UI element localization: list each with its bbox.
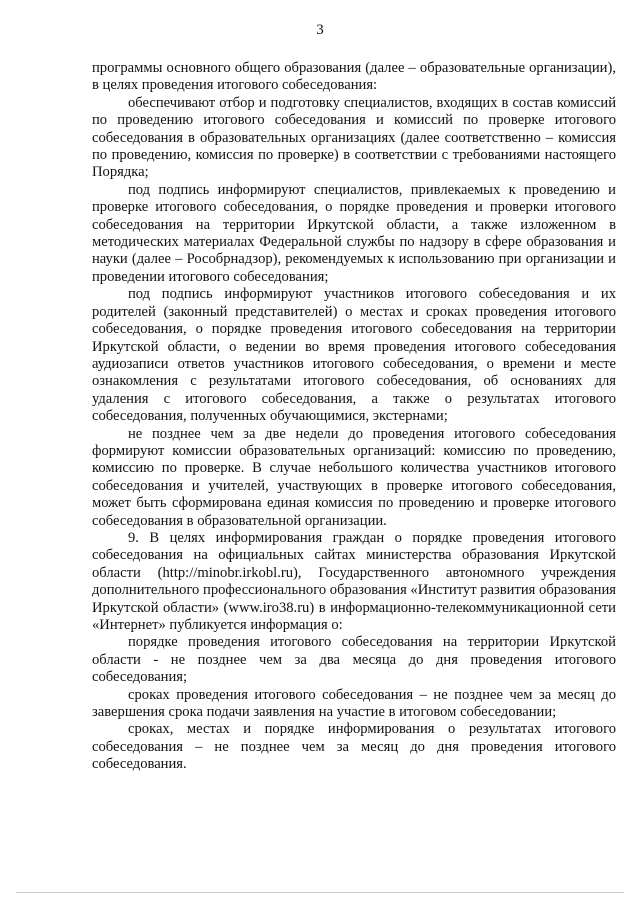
page-number: 3 — [316, 22, 324, 38]
paragraph: порядке проведения итогового собеседования на территории Иркутской области - не позднее чем за два месяца до дня проведения итогового собеседования; — [92, 634, 616, 686]
document-body — [92, 60, 616, 774]
paragraph: не позднее чем за две недели до проведения итогового собеседования формируют комиссии образовательных организаций: комиссию по проведению, комиссию по проверке. В случае небольшого количества участников итогового собеседования и учителей, участвующих в проверке итогового собеседования, может быть сформирована единая комиссия по проведению и проверке итогового собеседования в образовательной организации. — [92, 425, 616, 529]
paragraph: программы основного общего образования (далее – образовательные организации), в целях проведения итогового собеседования: — [92, 60, 616, 94]
paragraph: 9. В целях информирования граждан о порядке проведения итогового собеседования на официальных сайтах министерства образования Иркутской области (http://minobr.irkobl.ru), Государственного автономного учреждения дополнительного профессионального образования «Институт развития образования Иркутской области» (www.iro38.ru) в информационно-телекоммуникационной сети «Интернет» публикуется информация о: — [92, 529, 617, 633]
scan-edge-line — [16, 892, 624, 893]
paragraph: сроках проведения итогового собеседования – не позднее чем за месяц до завершения срока подачи заявления на участие в итоговом собеседовании; — [92, 686, 616, 721]
paragraph: сроках, местах и порядке информирования о результатах итогового собеседования – не позднее чем за месяц до дня проведения итогового собеседования. — [92, 721, 616, 773]
paragraph: под подпись информируют специалистов, привлекаемых к проведению и проверке итогового собеседования, о порядке проведения и проверки итогового собеседования на территории Иркутской области, а также изложенном в методических материалах Федеральной службы по надзору в сфере образования и науки (далее – Рособрнадзор), рекомендуемых к использованию при организации и проведении итогового собеседования; — [92, 181, 616, 285]
paragraph: под подпись информируют участников итогового собеседования и их родителей (законный представителей) о местах и сроках проведения итогового собеседования, о порядке проведения итогового собеседования на территории Иркутской области, о ведении во время проведения итогового собеседования аудиозаписи ответов участников итогового собеседования, о времени и месте ознакомления с результатами итогового собеседования, об основаниях для удаления с итогового собеседования, а также о результатах итогового собеседования, полученных обучающимися, экстернами; — [92, 286, 616, 425]
paragraph: обеспечивают отбор и подготовку специалистов, входящих в состав комиссий по проведению итогового собеседования и комиссий по проверке итогового собеседования в образовательных организациях (далее соответственно – комиссия по проведению, комиссия по проверке) в соответствии с требованиями настоящего Порядка; — [92, 94, 616, 181]
